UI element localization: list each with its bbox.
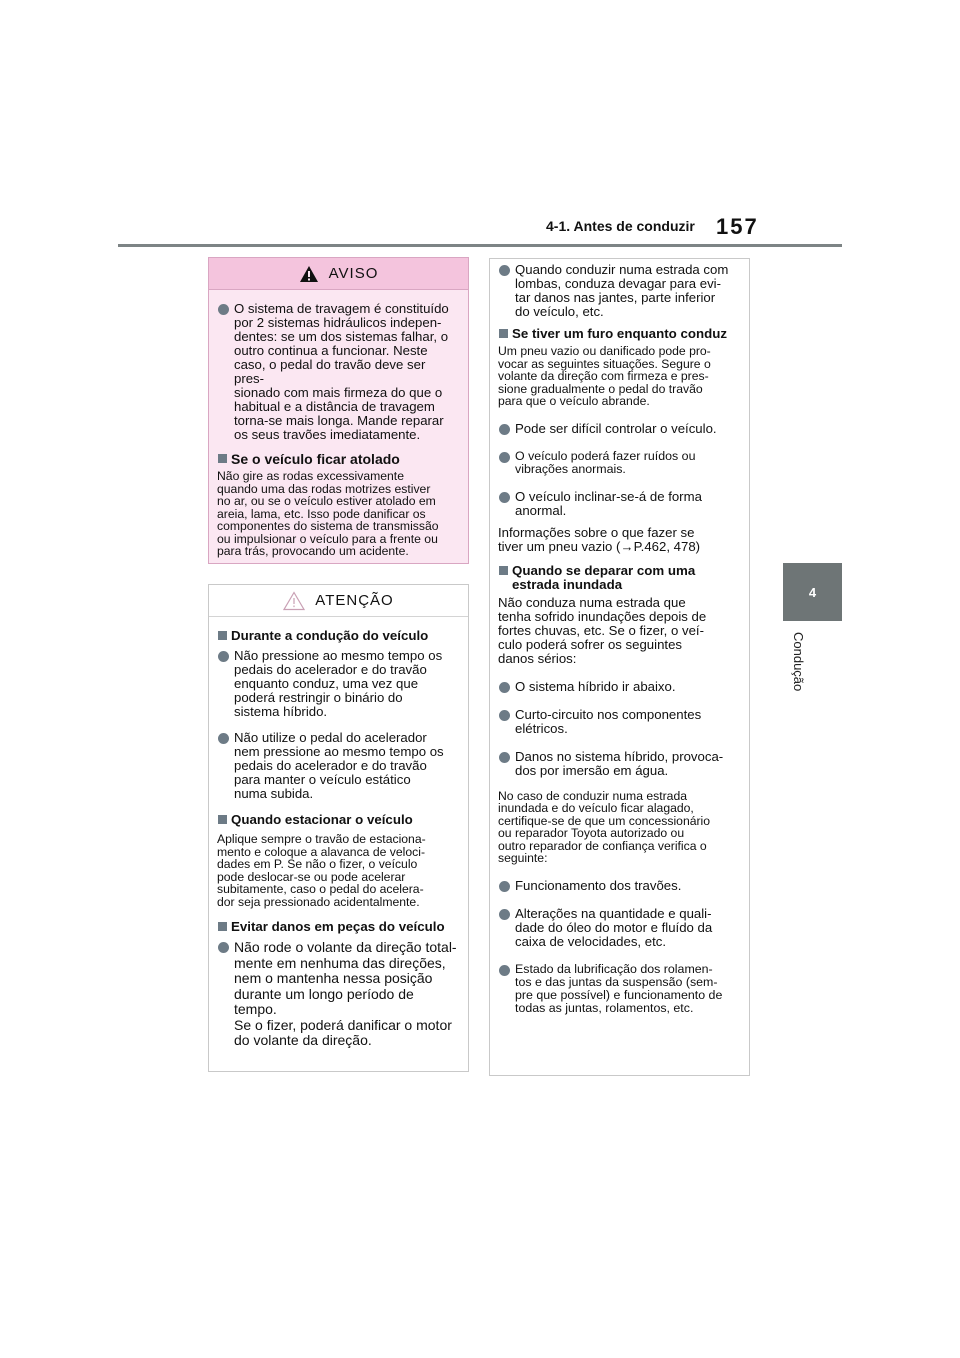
warning-title: AVISO [328,265,379,282]
caution-paragraph: Não conduza numa estrada que tenha sofrido inundações depois de fortes chuvas, etc. Se o fizer, o veí- culo poderá sofrer os seguintes danos sérios: [498,594,707,666]
caution-title: ATENÇÃO [315,592,394,609]
page-number: 157 [716,214,759,239]
warning-paragraph: Não gire as rodas excessivamente quando uma das rodas motrizes estiver no ar, ou se o veículo estiver atolado em areia, lama, etc. Isso pode danificar os componentes do sistema de transmissão ou impulsionar o veículo para a frente ou para trás, provocando um acidente. [217,469,439,558]
warning-subheading: Se o veículo ficar atolado [217,452,458,466]
caution-bullet: Não pressione ao mesmo tempo os pedais do acelerador e do travão enquanto conduz, uma vez que poderá restringir o binário do sistema híbrido. [217,649,458,719]
caution-box-continued [489,258,750,1076]
caution-paragraph: Aplique sempre o travão de estaciona- mento e coloque a alavanca de veloci- dades em P. Se não o fizer, o veículo pode deslocar-se ou pode acelerar subitamente, caso o pedal do acelera- dor seja pressionado acidentalmente. [217,832,426,909]
warning-box [208,257,469,564]
caution-bullet: O veículo inclinar-se-á de forma anormal. [498,490,739,518]
caution-bullet: O sistema híbrido ir abaixo. [498,680,739,694]
section-title: 4-1. Antes de conduzir [546,218,695,234]
caution-paragraph: Um pneu vazio ou danificado pode pro- vocar as seguintes situações. Segure o volante da direção com firmeza e pres- sione gradualmente o pedal do travão para que o veículo abrande. [498,344,711,408]
caution-subheading: Se tiver um furo enquanto conduz [498,327,739,341]
chapter-tab[interactable] [783,563,842,621]
caution-subheading: Durante a condução do veículo [217,629,458,643]
caution-bullet: Curto-circuito nos componentes elétricos. [498,708,739,736]
caution-paragraph: Informações sobre o que fazer se tiver um pneu vazio (→P.462, 478) [498,524,701,554]
chapter-number: 4 [808,584,817,600]
caution-bullet: Não utilize o pedal do acelerador nem pressione ao mesmo tempo os pedais do acelerador e do travão para manter o veículo estático numa subida. [217,731,458,801]
caution-bullet: Estado da lubrificação dos rolamen- tos e das juntas da suspensão (sem- pre que possível) e funcionamento de todas as juntas, rolamentos, etc. [498,963,739,1015]
caution-bullet: Funcionamento dos travões. [498,879,739,893]
caution-subheading: Quando estacionar o veículo [217,813,458,827]
caution-subheading: Evitar danos em peças do veículo [217,920,458,934]
warning-bullet: O sistema de travagem é constituído por 2 sistemas hidráulicos indepen- dentes: se um dos sistemas falhar, o outro continua a funcionar. Neste caso, o pedal do travão deve ser pres- sionado com mais firmeza do que o habitual e a distância de travagem torna-se mais longa. Mande reparar os seus travões imediatamente. [217,302,458,442]
caution-subheading: Quando se deparar com uma estrada inundada [498,564,739,592]
warning-header [209,258,468,290]
warning-triangle-icon [299,265,319,283]
caution-header [209,585,468,617]
chapter-label: Condução [791,632,806,692]
caution-triangle-icon [283,591,305,611]
caution-bullet: Quando conduzir numa estrada com lombas, conduza devagar para evi- tar danos nas jantes, parte inferior do veículo, etc. [498,263,739,319]
caution-bullet: Danos no sistema híbrido, provoca- dos por imersão em água. [498,750,739,778]
caution-paragraph: No caso de conduzir numa estrada inundada e do veículo ficar alagado, certifique-se de que um concessionário ou reparador Toyota autorizado ou outro reparador de confiança verifica o seguinte: [498,788,711,865]
caution-box [208,584,469,1072]
caution-bullet: Alterações na quantidade e quali- dade do óleo do motor e fluído da caixa de velocidades, etc. [498,907,739,949]
caution-bullet: Não rode o volante da direção total- mente em nenhuma das direções, nem o mantenha nessa posição durante um longo período de tempo. Se o fizer, poderá danificar o motor do volante da direção. [217,940,458,1049]
header-divider [118,244,842,247]
caution-bullet: O veículo poderá fazer ruídos ou vibrações anormais. [498,450,739,476]
caution-bullet: Pode ser difícil controlar o veículo. [498,422,739,436]
